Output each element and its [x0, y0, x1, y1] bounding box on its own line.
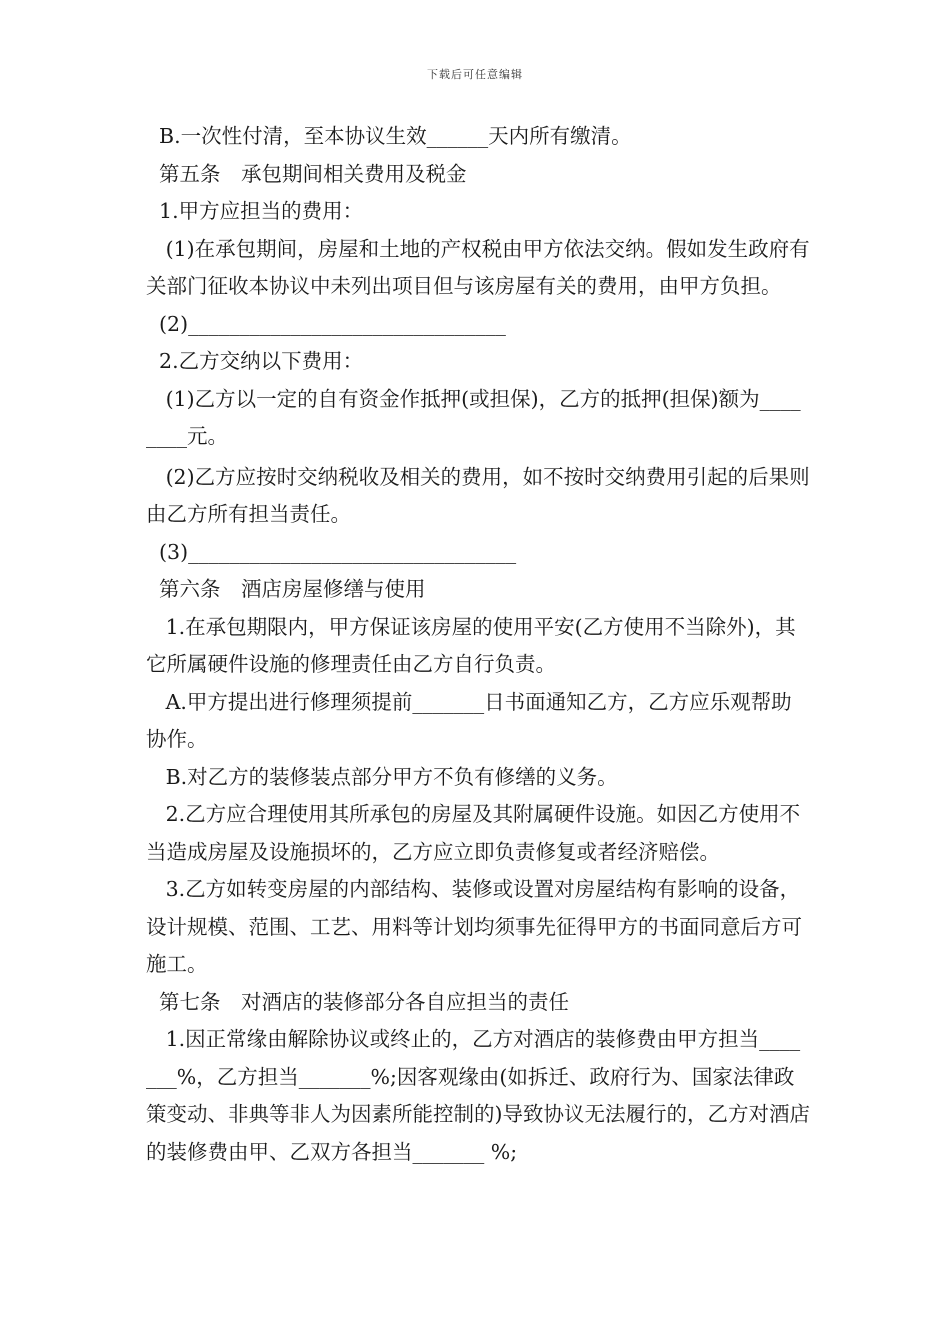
article-6-title: 第六条 酒店房屋修缮与使用 — [146, 577, 426, 601]
article-5-item-1-sub-2: (2)_______________________________ — [146, 311, 506, 336]
article-5-item-2: 2.乙方交纳以下费用： — [146, 349, 364, 373]
contract-body — [146, 118, 810, 1171]
article-5-item-2-sub-1: (1)乙方以一定的自有资金作抵押(或担保)，乙方的抵押(担保)额为________元。 — [146, 386, 801, 448]
article-5-item-1-sub-1: (1)在承包期间，房屋和土地的产权税由甲方依法交纳。假如发生政府有关部门征收本协议中未列出项目但与该房屋有关的费用，由甲方负担。 — [146, 236, 810, 298]
article-6-item-1-b: B.对乙方的装修装点部分甲方不负有修缮的义务。 — [146, 764, 618, 789]
article-6-item-2: 2.乙方应合理使用其所承包的房屋及其附属硬件设施。如因乙方使用不当造成房屋及设施损坏的，乙方应立即负责修复或者经济赔偿。 — [146, 802, 801, 864]
article-6-item-3: 3.乙方如转变房屋的内部结构、装修或设置对房屋结构有影响的设备，设计规模、范围、工艺、用料等计划均须事先征得甲方的书面同意后方可施工。 — [146, 877, 802, 976]
article-5-item-1: 1.甲方应担当的费用： — [146, 199, 364, 223]
article-6-item-1-a: A.甲方提出进行修理须提前_______日书面通知乙方，乙方应乐观帮助协作。 — [146, 689, 792, 751]
article-5-item-2-sub-2: (2)乙方应按时交纳税收及相关的费用，如不按时交纳费用引起的后果则由乙方所有担当责任。 — [146, 464, 810, 526]
paragraph-payment-option-b: B.一次性付清，至本协议生效______天内所有缴清。 — [146, 124, 632, 148]
page-header-note: 下载后可任意编辑 — [427, 68, 523, 81]
article-6-item-1: 1.在承包期限内，甲方保证该房屋的使用平安(乙方使用不当除外)，其它所属硬件设施的修理责任由乙方自行负责。 — [146, 614, 796, 676]
article-5-title: 第五条 承包期间相关费用及税金 — [146, 161, 467, 186]
article-7-title: 第七条 对酒店的装修部分各自应担当的责任 — [146, 989, 570, 1014]
article-7-item-1: 1.因正常缘由解除协议或终止的，乙方对酒店的装修费由甲方担当_______%，乙方担当_______%;因客观缘由(如拆迁、政府行为、国家法律政策变动、非典等非人为因素所能控制的)导致协议无法履行的，乙方对酒店的装修费由甲、乙双方各担当_______ %; — [146, 1027, 810, 1164]
article-5-item-2-sub-3: (3)________________________________ — [146, 539, 517, 564]
